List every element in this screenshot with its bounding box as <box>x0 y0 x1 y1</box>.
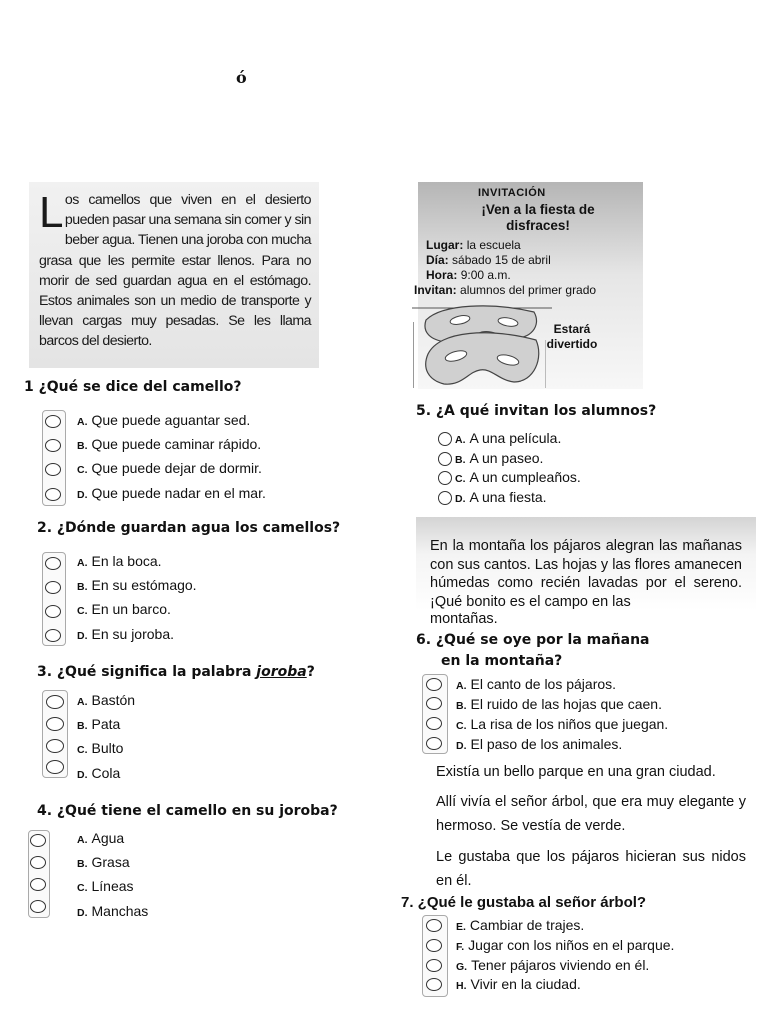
bubble-q1-d[interactable] <box>45 488 61 501</box>
bubble-q7-g[interactable] <box>426 959 442 972</box>
option-q3-b: B. Pata <box>77 716 121 732</box>
bubble-q3-a[interactable] <box>46 695 64 709</box>
invitation-invitan: Invitan: alumnos del primer grado <box>414 283 597 297</box>
question-1: 1 ¿Qué se dice del camello? <box>24 379 242 395</box>
header-mark: ó <box>236 68 247 87</box>
question-6-line-1: 6. ¿Qué se oye por la mañana <box>416 632 650 648</box>
option-q4-a: A. Agua <box>77 830 125 846</box>
question-6-line-2: en la montaña? <box>441 653 563 669</box>
invitation-dia: Día: sábado 15 de abril <box>426 253 551 267</box>
option-q5-d: D. A una fiesta. <box>455 489 547 505</box>
bubble-q3-d[interactable] <box>46 760 64 774</box>
option-q7-e: E. Cambiar de trajes. <box>456 917 585 933</box>
drop-cap: L <box>39 188 63 237</box>
option-q2-b: B. En su estómago. <box>77 577 197 593</box>
option-q5-b: B. A un paseo. <box>455 450 544 466</box>
question-4: 4. ¿Qué tiene el camello en su joroba? <box>37 803 338 819</box>
bubble-q4-c[interactable] <box>30 878 46 891</box>
option-q5-a: A. A una película. <box>455 430 562 446</box>
option-q4-b: B. Grasa <box>77 854 130 870</box>
bubble-q6-b[interactable] <box>426 697 442 710</box>
option-q7-f: F. Jugar con los niños en el parque. <box>456 937 675 953</box>
option-q5-c: C. A un cumpleaños. <box>455 469 581 485</box>
question-5: 5. ¿A qué invitan los alumnos? <box>416 403 657 419</box>
bubble-q1-c[interactable] <box>45 463 61 476</box>
question-2: 2. ¿Dónde guardan agua los camellos? <box>37 520 341 536</box>
bubble-q3-b[interactable] <box>46 717 64 731</box>
bubble-q6-d[interactable] <box>426 737 442 750</box>
option-q3-d: D. Cola <box>77 765 121 781</box>
frame-edge-left <box>413 322 414 388</box>
option-q1-d: D. Que puede nadar en el mar. <box>77 485 266 501</box>
bubble-q7-h[interactable] <box>426 978 442 991</box>
bubble-q2-a[interactable] <box>45 557 61 570</box>
story-paragraph-2: Allí vivía el señor árbol, que era muy elegante y hermoso. Se vestía de verde. <box>436 794 746 834</box>
option-q7-g: G. Tener pájaros viviendo en él. <box>456 957 650 973</box>
mountain-passage-text: En la montaña los pájaros alegran las mañanas con sus cantos. Las hojas y las flores amanecen húmedas como recién lavadas por el sereno. ¡Qué bonito es el campo en las <box>430 538 742 610</box>
option-q2-d: D. En su joroba. <box>77 626 174 642</box>
bubble-q1-b[interactable] <box>45 439 61 452</box>
bubble-q7-e[interactable] <box>426 919 442 932</box>
option-q6-c: C. La risa de los niños que juegan. <box>456 716 669 732</box>
invitation-fun-text: Estará divertido <box>546 322 598 351</box>
camel-passage-text: os camellos que viven en el desierto pueden pasar una semana sin comer y sin beber agua. Tienen una joroba con mucha grasa que les permite estar llenos. Para no morir de sed guardan agua en el estómago. Estos animales son un medio de transporte y llevan cargas muy pesadas. Se les llama barcos del desierto. <box>39 192 311 350</box>
option-q3-a: A. Bastón <box>77 692 136 708</box>
bubble-q1-a[interactable] <box>45 415 61 428</box>
question-7: 7. ¿Qué le gustaba al señor árbol? <box>401 894 647 911</box>
option-q6-b: B. El ruido de las hojas que caen. <box>456 696 662 712</box>
option-q7-h: H. Vivir en la ciudad. <box>456 976 581 992</box>
bubble-q4-b[interactable] <box>30 856 46 869</box>
invitation-lugar: Lugar: la escuela <box>426 238 521 252</box>
carnival-masks-illustration <box>412 300 552 392</box>
mountain-passage-last-line: montañas. <box>430 611 498 627</box>
option-q2-a: A. En la boca. <box>77 553 162 569</box>
option-q2-c: C. En un barco. <box>77 601 171 617</box>
bubble-q5-a[interactable] <box>438 432 452 446</box>
question-3: 3. ¿Qué significa la palabra joroba? <box>37 664 315 680</box>
option-q3-c: C. Bulto <box>77 740 124 756</box>
mountain-passage <box>416 517 756 611</box>
bubble-q3-c[interactable] <box>46 739 64 753</box>
bubble-q5-c[interactable] <box>438 471 452 485</box>
option-q1-c: C. Que puede dejar de dormir. <box>77 460 262 476</box>
option-q4-c: C. Líneas <box>77 878 134 894</box>
option-q1-b: B. Que puede caminar rápido. <box>77 436 262 452</box>
option-q6-a: A. El canto de los pájaros. <box>456 676 617 692</box>
invitation-title: INVITACIÓN <box>478 187 546 199</box>
bubble-q5-b[interactable] <box>438 452 452 466</box>
option-q1-a: A. Que puede aguantar sed. <box>77 412 251 428</box>
bubble-q4-a[interactable] <box>30 834 46 847</box>
story-paragraph-3: Le gustaba que los pájaros hicieran sus nidos en él. <box>436 849 746 889</box>
invitation-headline: ¡Ven a la fiesta de disfraces! <box>481 202 595 233</box>
bubble-q6-c[interactable] <box>426 717 442 730</box>
bubble-q2-d[interactable] <box>45 629 61 642</box>
invitation-hora: Hora: 9:00 a.m. <box>426 268 511 282</box>
bubble-q4-d[interactable] <box>30 900 46 913</box>
option-q6-d: D. El paso de los animales. <box>456 736 623 752</box>
camel-passage <box>29 182 319 368</box>
bubble-q2-b[interactable] <box>45 581 61 594</box>
option-q4-d: D. Manchas <box>77 903 149 919</box>
bubble-q7-f[interactable] <box>426 939 442 952</box>
keyword-joroba: joroba <box>256 664 307 680</box>
invitation-card <box>414 182 643 389</box>
frame-edge-right <box>545 340 546 388</box>
story-paragraph-1: Existía un bello parque en una gran ciudad. <box>436 764 716 780</box>
bubble-q2-c[interactable] <box>45 605 61 618</box>
bubble-q6-a[interactable] <box>426 678 442 691</box>
bubble-q5-d[interactable] <box>438 491 452 505</box>
